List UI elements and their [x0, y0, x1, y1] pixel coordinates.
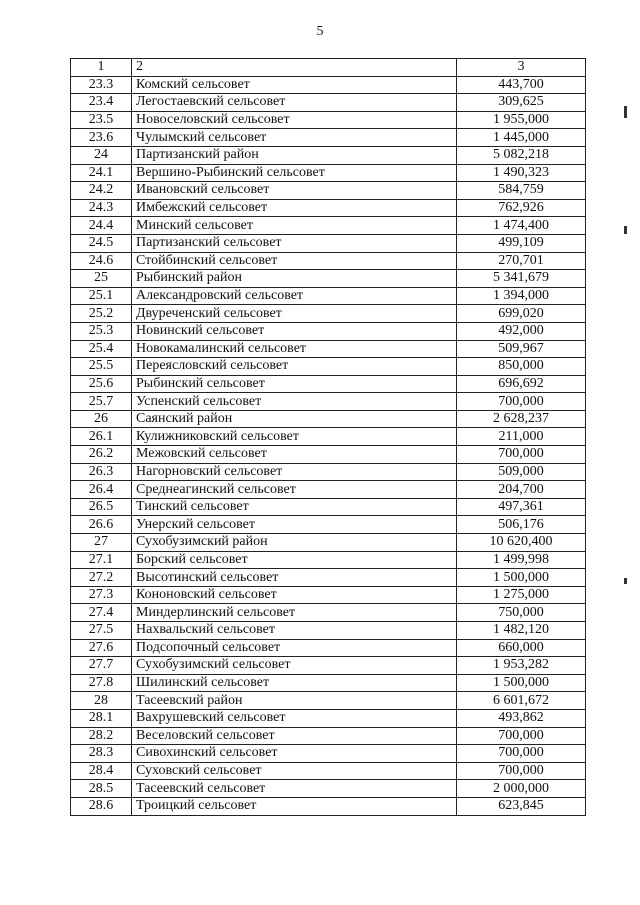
row-amount-cell: 211,000: [457, 428, 586, 446]
row-amount-cell: 696,692: [457, 375, 586, 393]
row-name-cell: Новокамалинский сельсовет: [132, 340, 457, 358]
table-row: [71, 111, 586, 129]
row-name-cell: Шилинский сельсовет: [132, 674, 457, 692]
table-row: [71, 358, 586, 376]
table-row: [71, 428, 586, 446]
table-row: [71, 551, 586, 569]
row-code-cell: 24: [71, 146, 132, 164]
table-row: [71, 709, 586, 727]
row-code-cell: 24.3: [71, 199, 132, 217]
row-amount-cell: 700,000: [457, 727, 586, 745]
row-amount-cell: 1 474,400: [457, 217, 586, 235]
row-name-cell: Веселовский сельсовет: [132, 727, 457, 745]
row-code-cell: 24.5: [71, 234, 132, 252]
row-amount-cell: 509,967: [457, 340, 586, 358]
row-amount-cell: 5 341,679: [457, 270, 586, 288]
row-amount-cell: 6 601,672: [457, 692, 586, 710]
row-code-cell: 24.6: [71, 252, 132, 270]
row-name-cell: Вершино-Рыбинский сельсовет: [132, 164, 457, 182]
row-code-cell: 27.4: [71, 604, 132, 622]
row-code-cell: 23.4: [71, 94, 132, 112]
table-row: [71, 727, 586, 745]
page-number: 5: [316, 24, 324, 39]
row-amount-cell: 1 500,000: [457, 674, 586, 692]
scan-artifact-mark: [624, 106, 627, 118]
row-code-cell: 25.5: [71, 358, 132, 376]
table-row: [71, 94, 586, 112]
scan-artifact-mark: [624, 226, 627, 234]
row-amount-cell: 493,862: [457, 709, 586, 727]
table-row: [71, 604, 586, 622]
budget-table: [70, 58, 586, 816]
row-code-cell: 27.1: [71, 551, 132, 569]
table-row: [71, 129, 586, 147]
table-row: [71, 622, 586, 640]
row-name-cell: Александровский сельсовет: [132, 287, 457, 305]
table-row: [71, 745, 586, 763]
row-name-cell: Рыбинский сельсовет: [132, 375, 457, 393]
row-name-cell: Двуреченский сельсовет: [132, 305, 457, 323]
table-row: [71, 534, 586, 552]
row-code-cell: 24.1: [71, 164, 132, 182]
row-name-cell: Межовский сельсовет: [132, 446, 457, 464]
row-name-cell: Сухобузимский сельсовет: [132, 657, 457, 675]
row-name-cell: Сухобузимский район: [132, 534, 457, 552]
row-amount-cell: 584,759: [457, 182, 586, 200]
row-name-cell: Имбежский сельсовет: [132, 199, 457, 217]
table-row: [71, 797, 586, 815]
row-name-cell: Тинский сельсовет: [132, 498, 457, 516]
table-body: [71, 76, 586, 815]
row-amount-cell: 5 082,218: [457, 146, 586, 164]
row-code-cell: 26.5: [71, 498, 132, 516]
row-amount-cell: 506,176: [457, 516, 586, 534]
table-row: [71, 146, 586, 164]
row-code-cell: 25.7: [71, 393, 132, 411]
table-row: [71, 199, 586, 217]
row-code-cell: 24.2: [71, 182, 132, 200]
row-code-cell: 23.3: [71, 76, 132, 94]
table-row: [71, 586, 586, 604]
row-code-cell: 26.4: [71, 481, 132, 499]
row-name-cell: Партизанский район: [132, 146, 457, 164]
row-code-cell: 26.2: [71, 446, 132, 464]
row-code-cell: 27.3: [71, 586, 132, 604]
row-name-cell: Успенский сельсовет: [132, 393, 457, 411]
column-header-amount: 3: [457, 59, 586, 77]
row-amount-cell: 499,109: [457, 234, 586, 252]
row-code-cell: 25.2: [71, 305, 132, 323]
row-code-cell: 28.6: [71, 797, 132, 815]
row-code-cell: 27.6: [71, 639, 132, 657]
row-name-cell: Унерский сельсовет: [132, 516, 457, 534]
table-row: [71, 270, 586, 288]
row-amount-cell: 762,926: [457, 199, 586, 217]
row-name-cell: Троицкий сельсовет: [132, 797, 457, 815]
row-code-cell: 27.7: [71, 657, 132, 675]
row-code-cell: 27.2: [71, 569, 132, 587]
row-amount-cell: 623,845: [457, 797, 586, 815]
row-amount-cell: 497,361: [457, 498, 586, 516]
table-row: [71, 657, 586, 675]
table-row: [71, 692, 586, 710]
row-name-cell: Новинский сельсовет: [132, 322, 457, 340]
row-amount-cell: 10 620,400: [457, 534, 586, 552]
row-code-cell: 27.8: [71, 674, 132, 692]
row-name-cell: Комский сельсовет: [132, 76, 457, 94]
row-name-cell: Кононовский сельсовет: [132, 586, 457, 604]
row-amount-cell: 1 394,000: [457, 287, 586, 305]
row-name-cell: Среднеагинский сельсовет: [132, 481, 457, 499]
row-amount-cell: 700,000: [457, 446, 586, 464]
row-code-cell: 27.5: [71, 622, 132, 640]
row-name-cell: Миндерлинский сельсовет: [132, 604, 457, 622]
row-name-cell: Нагорновский сельсовет: [132, 463, 457, 481]
row-amount-cell: 492,000: [457, 322, 586, 340]
row-name-cell: Ивановский сельсовет: [132, 182, 457, 200]
table-row: [71, 322, 586, 340]
row-code-cell: 26.1: [71, 428, 132, 446]
row-name-cell: Партизанский сельсовет: [132, 234, 457, 252]
row-code-cell: 25.4: [71, 340, 132, 358]
row-amount-cell: 700,000: [457, 745, 586, 763]
table-row: [71, 182, 586, 200]
table-row: [71, 164, 586, 182]
row-name-cell: Рыбинский район: [132, 270, 457, 288]
table-row: [71, 639, 586, 657]
row-amount-cell: 1 953,282: [457, 657, 586, 675]
row-code-cell: 24.4: [71, 217, 132, 235]
row-code-cell: 28.3: [71, 745, 132, 763]
row-amount-cell: 700,000: [457, 762, 586, 780]
row-name-cell: Подсопочный сельсовет: [132, 639, 457, 657]
table-row: [71, 375, 586, 393]
row-code-cell: 28.5: [71, 780, 132, 798]
row-amount-cell: 509,000: [457, 463, 586, 481]
row-name-cell: Борский сельсовет: [132, 551, 457, 569]
row-name-cell: Кулижниковский сельсовет: [132, 428, 457, 446]
table-row: [71, 446, 586, 464]
row-code-cell: 25.1: [71, 287, 132, 305]
table-row: [71, 76, 586, 94]
row-name-cell: Высотинский сельсовет: [132, 569, 457, 587]
row-amount-cell: 699,020: [457, 305, 586, 323]
row-name-cell: Чулымский сельсовет: [132, 129, 457, 147]
table-row: [71, 463, 586, 481]
row-amount-cell: 1 500,000: [457, 569, 586, 587]
row-code-cell: 25.3: [71, 322, 132, 340]
table-row: [71, 340, 586, 358]
row-code-cell: 28.2: [71, 727, 132, 745]
row-code-cell: 25: [71, 270, 132, 288]
row-name-cell: Тасеевский сельсовет: [132, 780, 457, 798]
table-row: [71, 410, 586, 428]
row-name-cell: Саянский район: [132, 410, 457, 428]
table-row: [71, 305, 586, 323]
row-code-cell: 25.6: [71, 375, 132, 393]
row-amount-cell: 700,000: [457, 393, 586, 411]
table-row: [71, 287, 586, 305]
row-name-cell: Переясловский сельсовет: [132, 358, 457, 376]
row-name-cell: Нахвальский сельсовет: [132, 622, 457, 640]
table-row: [71, 516, 586, 534]
table-row: [71, 393, 586, 411]
row-amount-cell: 1 445,000: [457, 129, 586, 147]
scan-artifact-mark: [624, 578, 627, 584]
row-name-cell: Вахрушевский сельсовет: [132, 709, 457, 727]
row-amount-cell: 660,000: [457, 639, 586, 657]
column-header-code: 1: [71, 59, 132, 77]
table-row: [71, 498, 586, 516]
row-name-cell: Тасеевский район: [132, 692, 457, 710]
row-name-cell: Минский сельсовет: [132, 217, 457, 235]
row-code-cell: 28.1: [71, 709, 132, 727]
row-code-cell: 28.4: [71, 762, 132, 780]
row-name-cell: Легостаевский сельсовет: [132, 94, 457, 112]
row-code-cell: 27: [71, 534, 132, 552]
row-code-cell: 26.3: [71, 463, 132, 481]
table-row: [71, 569, 586, 587]
table-row: [71, 762, 586, 780]
table-header-row: [71, 59, 586, 77]
column-header-name: 2: [132, 59, 457, 77]
row-amount-cell: 204,700: [457, 481, 586, 499]
row-amount-cell: 270,701: [457, 252, 586, 270]
table-row: [71, 481, 586, 499]
row-amount-cell: 1 490,323: [457, 164, 586, 182]
row-code-cell: 26: [71, 410, 132, 428]
row-amount-cell: 1 499,998: [457, 551, 586, 569]
row-amount-cell: 309,625: [457, 94, 586, 112]
row-code-cell: 28: [71, 692, 132, 710]
table-row: [71, 252, 586, 270]
table-row: [71, 234, 586, 252]
table-row: [71, 780, 586, 798]
row-name-cell: Суховский сельсовет: [132, 762, 457, 780]
row-amount-cell: 750,000: [457, 604, 586, 622]
row-code-cell: 26.6: [71, 516, 132, 534]
row-amount-cell: 2 628,237: [457, 410, 586, 428]
row-amount-cell: 2 000,000: [457, 780, 586, 798]
row-code-cell: 23.5: [71, 111, 132, 129]
row-name-cell: Сивохинский сельсовет: [132, 745, 457, 763]
row-amount-cell: 1 482,120: [457, 622, 586, 640]
row-amount-cell: 1 955,000: [457, 111, 586, 129]
row-code-cell: 23.6: [71, 129, 132, 147]
table-row: [71, 674, 586, 692]
row-amount-cell: 443,700: [457, 76, 586, 94]
table-row: [71, 217, 586, 235]
row-name-cell: Новоселовский сельсовет: [132, 111, 457, 129]
row-amount-cell: 850,000: [457, 358, 586, 376]
row-name-cell: Стойбинский сельсовет: [132, 252, 457, 270]
row-amount-cell: 1 275,000: [457, 586, 586, 604]
